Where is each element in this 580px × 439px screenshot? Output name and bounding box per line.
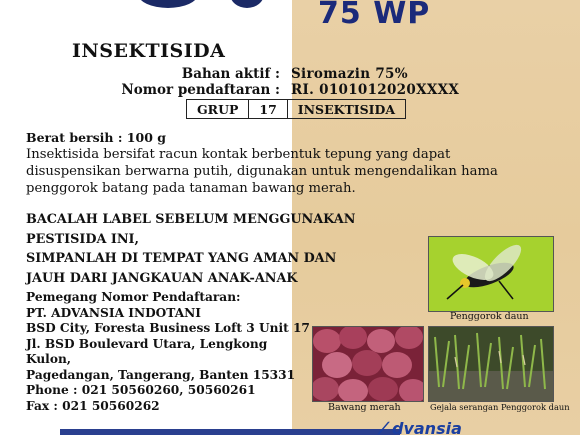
shallot-image bbox=[313, 327, 423, 401]
pest-caption: Penggorok daun bbox=[450, 311, 529, 322]
product-code: 75 WP bbox=[318, 0, 431, 31]
holder-address: Jl. BSD Boulevard Utara, Lengkong Kulon, bbox=[26, 336, 268, 366]
active-ingredient-label: Bahan aktif : bbox=[181, 66, 280, 82]
onion-photo bbox=[312, 326, 424, 402]
onion-caption: Bawang merah bbox=[328, 402, 401, 413]
field-symptom-image bbox=[429, 327, 553, 401]
net-weight: Berat bersih : 100 g bbox=[26, 130, 166, 145]
warning-line: SIMPANLAH DI TEMPAT YANG AMAN DAN bbox=[26, 251, 337, 266]
product-description: Insektisida bersifat racun kontak berbentuk tepung yang dapat disuspensikan berwarna putih, digunakan untuk mengendalikan hama penggorok batang pada tanaman bawang merah. bbox=[26, 147, 498, 196]
group-label: GRUP bbox=[187, 100, 249, 118]
brand-logo-mark: ⟋ bbox=[378, 419, 390, 438]
holder-phone: Phone : 021 50560260, 50560261 bbox=[26, 383, 256, 397]
group-number: 17 bbox=[249, 100, 287, 118]
footer-band bbox=[0, 419, 580, 438]
registration-label: Nomor pendaftaran : bbox=[121, 82, 280, 98]
symptom-caption: Gejala serangan Penggorok daun bbox=[430, 402, 570, 412]
product-type-title: INSEKTISIDA bbox=[72, 40, 226, 62]
group-category: INSEKTISIDA bbox=[297, 102, 396, 117]
holder-heading: Pemegang Nomor Pendaftaran: bbox=[26, 290, 241, 304]
brand-logo: dvansia bbox=[392, 419, 462, 438]
safety-warning bbox=[26, 210, 426, 288]
holder-company: PT. ADVANSIA INDOTANI bbox=[26, 305, 201, 320]
active-ingredient-value: Siromazin 75% bbox=[291, 66, 408, 82]
warning-line: BACALAH LABEL SEBELUM MENGGUNAKAN PESTISIDA INI, bbox=[26, 212, 356, 247]
registration-holder bbox=[26, 290, 316, 414]
leafminer-image bbox=[429, 237, 553, 311]
holder-address: BSD City, Foresta Business Loft 3 Unit 17 bbox=[26, 321, 310, 335]
footer-stripe bbox=[60, 429, 400, 435]
symptom-photo bbox=[428, 326, 554, 402]
registration-value: RI. 0101012020XXXX bbox=[291, 82, 460, 98]
group-box bbox=[186, 99, 406, 119]
holder-address: Pagedangan, Tangerang, Banten 15331 bbox=[26, 367, 296, 382]
holder-fax: Fax : 021 50560262 bbox=[26, 398, 160, 413]
warning-line: JAUH DARI JANGKAUAN ANAK-ANAK bbox=[26, 270, 298, 286]
pest-photo bbox=[428, 236, 554, 312]
